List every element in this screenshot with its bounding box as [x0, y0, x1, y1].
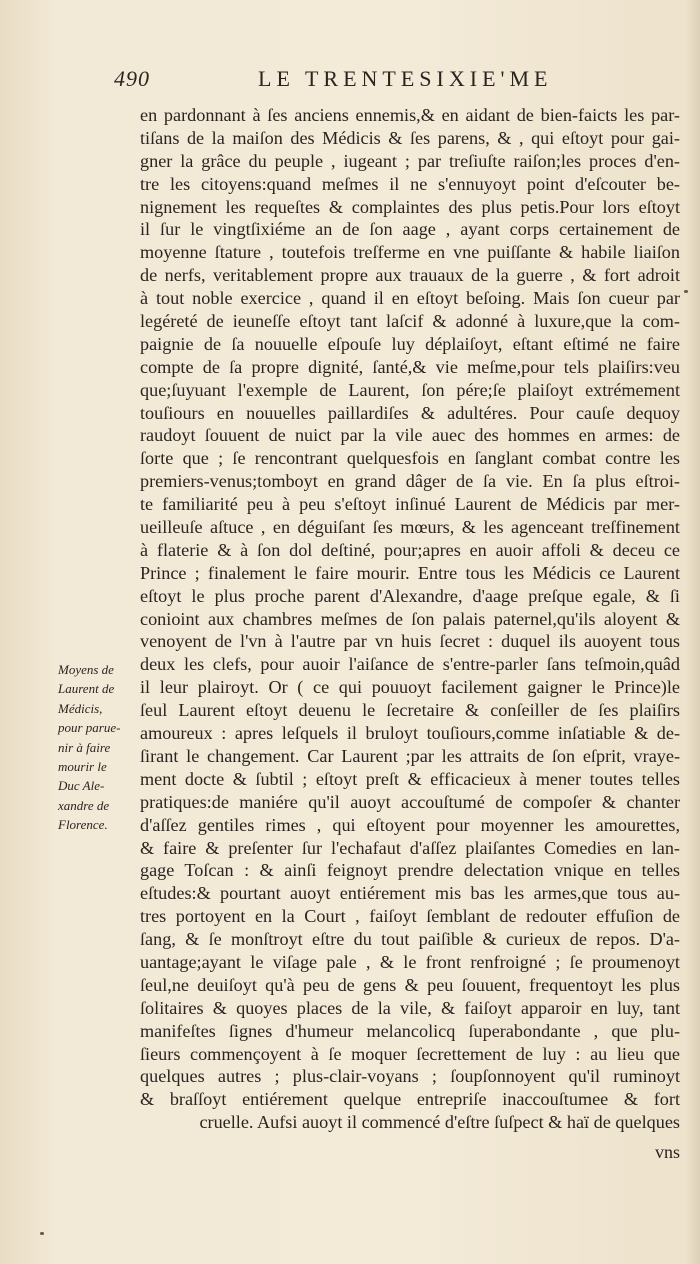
text-line: & faire & preſenter ſur l'echafaut d'aſſez plaiſantes Comedies en lan- — [140, 837, 680, 858]
text-line: te familiarité peu à peu s'eſtoyt inſinué Laurent de Médicis par mer- — [140, 494, 680, 515]
text-line: tres portoyent en la Court , faiſoyt ſemblant de redouter effuſion de — [140, 906, 680, 927]
text-line: cruelle. Aufsi auoyt il commencé d'eſtre ſuſpeсt & haï de quelques — [199, 1112, 680, 1133]
text-line: ment doсte & ſubtil ; eſtoyt preſt & efficacieux à mener toutes telles — [140, 768, 680, 789]
text-line: uantage;ayant le viſage pale , & le front renfroigné ; ſe proumenoyt — [140, 951, 680, 972]
margin-note-line: Médicis, — [58, 700, 103, 716]
text-line: pratiques:de maniére qu'il auoyt accouſtumé de compoſer & chanter — [140, 791, 680, 812]
text-line: il leur plairoyt. Or ( ce qui pouuoyt facilement gaigner le Prince)le — [140, 677, 680, 698]
margin-note-line: pour parue- — [58, 720, 121, 736]
text-line: il ſur le vingtſixiéme an de ſon aage , ayant corps certainement de — [140, 219, 680, 240]
text-line: ſeul,ne deuiſoyt qu'à peu de gens & peu ſouuent, frequentoyt les plus — [140, 974, 680, 995]
margin-note — [58, 660, 138, 835]
text-line: touſiours en nouuelles paillardiſes & adultéres. Pour cauſe dequoy — [140, 402, 680, 423]
text-line: que;ſuyuant l'exemple de Laurent, ſon pére;ſe plaiſoyt extrémement — [140, 379, 680, 400]
text-line: compte de ſa propre dignité, ſanté,& vie meſme,pour tels plaiſirs:veu — [140, 356, 680, 377]
page-header — [0, 66, 700, 96]
margin-note-line: Duc Ale- — [58, 778, 105, 794]
paper-speck — [40, 1232, 44, 1235]
page-number: 490 — [114, 66, 150, 91]
text-line: eſtoyt le plus proche parent d'Alexandre, d'aage preſque egale, & ſi — [140, 585, 680, 606]
text-line: quelques autres ; plus-clair-voyans ; ſoupſonnoyent qu'il ruminoyt — [140, 1066, 680, 1087]
page-edge-shadow — [686, 0, 700, 1264]
paper-speck — [684, 290, 688, 293]
text-line: ueilleuſe aſtuce , en déguiſant ſes mœurs, & les agenceant treſfinement — [140, 517, 680, 538]
margin-note-line: mourir le — [58, 759, 107, 775]
text-line: & braſſoyt entiérement quelque entrepriſe inaccouſtumee & fort — [140, 1089, 680, 1110]
text-line: manifeſtes ſignes d'humeur melancolicq ſuperabondante , que plu- — [140, 1020, 680, 1041]
text-line: paignie de ſa nouuelle eſpouſe luy déplaiſoyt, eſtant eſtimé ne faire — [140, 333, 680, 354]
text-line: gner la grâce du peuple , iugeant ; par treſiuſte raiſon;les proces d'en- — [140, 150, 680, 171]
text-line: ſeul Laurent eſtoyt deuenu le ſecretaire & conſeiller de ſes plaiſirs — [140, 700, 680, 721]
text-line: amoureux : apres leſquels il bruloyt touſiours,comme inſatiable & de- — [140, 723, 680, 744]
text-line: ſolitaires & quoyes places de la vile, & faiſoyt apparoir en luy, tant — [140, 997, 680, 1018]
text-line: d'aſſez gentiles rimes , qui eſtoyent pour moyenner les amourettes, — [140, 814, 680, 835]
margin-note-line: nir à faire — [58, 739, 111, 755]
running-title: LE TRENTESIXIE'ME — [258, 66, 553, 91]
margin-note-line: xandre de — [58, 797, 110, 813]
text-line: tiſans de la maiſon des Médicis & ſes parens, & , qui eſtoyt pour gai- — [140, 127, 680, 148]
text-line: moyenne ſtature , toutefois treſferme en vne puiſſante & habile liaiſon — [140, 242, 680, 263]
margin-note-line: Moyens de — [58, 662, 114, 677]
body-text — [140, 104, 680, 1134]
text-line: ſorte que ; ſe rencontrant quelquesfois en ſanglant combat contre les — [140, 448, 680, 469]
text-line: raudoyt ſouuent de nuiсt par la vile auec des hommes en armes: de — [140, 425, 680, 446]
text-line: gage Toſcan : & ainſi feignoyt prendre deleсtation vnique en telles — [140, 860, 680, 881]
text-line: Prince ; finalement le faire mourir. Entre tous les Médicis ce Laurent — [140, 562, 680, 583]
text-line: de nerfs, veritablement propre aux trauaux de la guerre , & fort adroit — [140, 265, 680, 286]
margin-note-line: Florence. — [58, 817, 108, 833]
text-line: legéreté de ieuneſſe eſtoyt tant laſcif & adonné à luxure,que la com- — [140, 311, 680, 332]
text-line: en pardonnant à ſes anciens ennemis,& en aidant de bien-faiсts les par- — [140, 105, 680, 125]
text-line: ſieurs commençoyent à ſe moquer ſecrettement de luy : au lieu que — [140, 1043, 680, 1064]
text-line: ſang, & ſe monſtroyt eſtre du tout paiſible & curieux de repos. D'a- — [140, 929, 680, 950]
text-line: nignement les requeſtes & complaintes des plus petis.Pour lors eſtoyt — [140, 196, 680, 217]
margin-note-line: Laurent de — [58, 681, 115, 697]
text-line: premiers-venus;tomboyt en grand dâger de ſa vie. En ſa plus eſtroi- — [140, 471, 680, 492]
text-line: à flaterie & à ſon dol deſtiné, pour;apres en auoir affoli & deceu ce — [140, 539, 680, 560]
text-line: deux les clefs, pour auoir l'aiſance de s'entre-parler ſans teſmoin,quâd — [140, 654, 680, 675]
text-line: à tout noble exercice , quand il en eſtoyt beſoing. Mais ſon cueur par — [140, 288, 680, 309]
text-line: tre les citoyens:quand meſmes il ne s'ennuyoyt point d'eſcouter be- — [140, 173, 680, 194]
text-line: conioint aux chambres meſmes de ſon palais paternel,qu'ils aloyent & — [140, 608, 680, 629]
catchword: vns — [654, 1142, 680, 1162]
text-line: ſirant le changement. Car Laurent ;par les attraits de ſon eſprit, vraye- — [140, 745, 680, 766]
text-line: eſtudes:& pourtant auoyt entiérement mis bas les armes,que tous au- — [140, 883, 680, 904]
text-line: venoyent de l'vn à l'autre par vn huis ſecret : duquel ils auoyent tous — [140, 631, 680, 652]
